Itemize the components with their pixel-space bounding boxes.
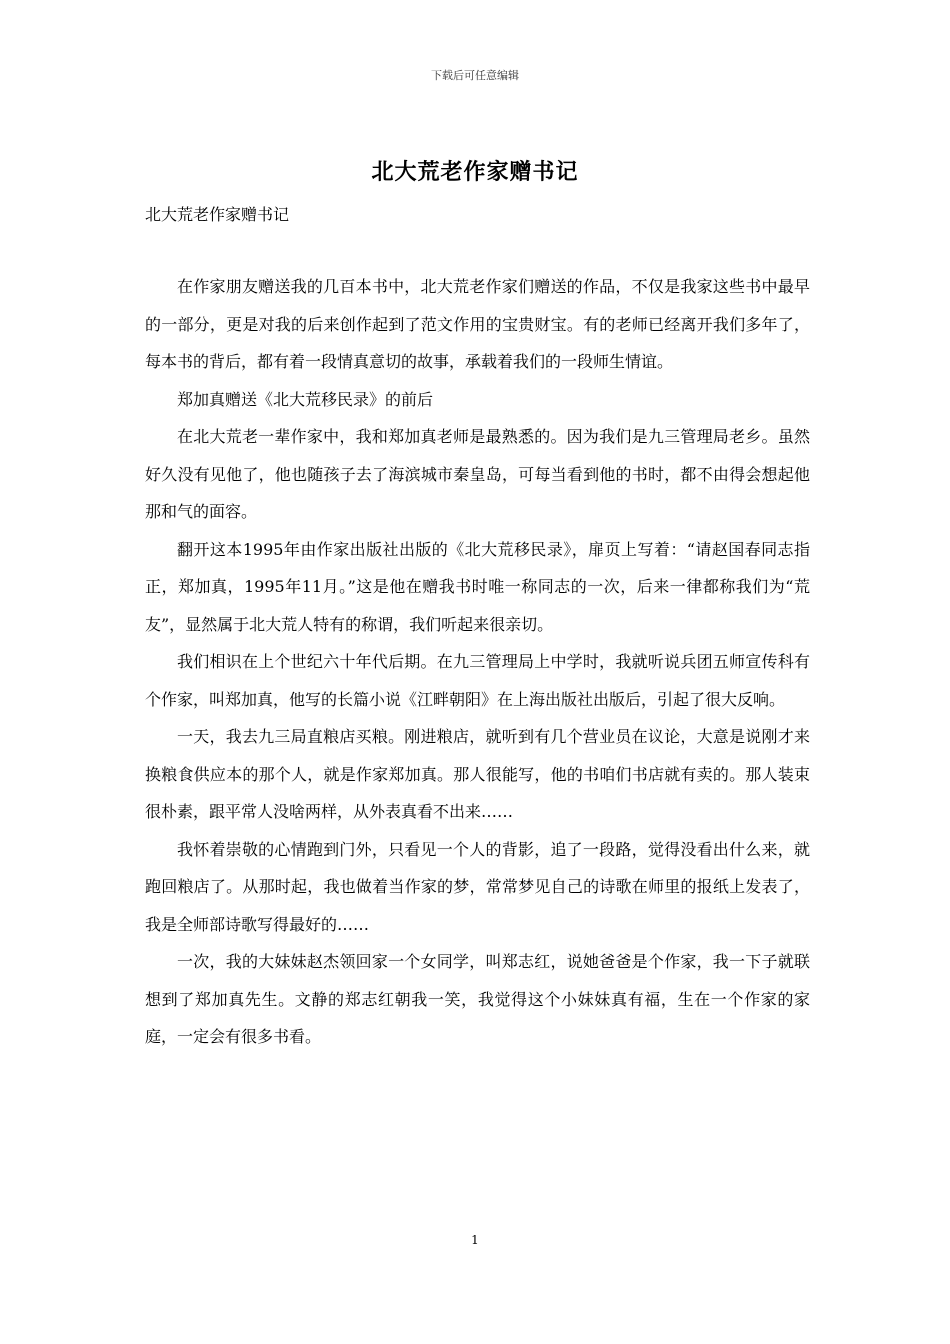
- header-note: 下载后可任意编辑: [431, 69, 519, 82]
- paragraph: 一次，我的大妹妹赵杰领回家一个女同学，叫郑志红，说她爸爸是个作家，我一下子就联想到了郑加真先生。文静的郑志红朝我一笑，我觉得这个小妹妹真有福，生在一个作家的家庭，一定会有很多书看。: [145, 952, 810, 1046]
- paragraph: 翻开这本1995年由作家出版社出版的《北大荒移民录》，扉页上写着：“请赵国春同志指正，郑加真，1995年11月。”这是他在赠我书时唯一称同志的一次，后来一律都称我们为“荒友”，显然属于北大荒人特有的称谓，我们听起来很亲切。: [145, 539, 810, 634]
- paragraph: 在作家朋友赠送我的几百本书中，北大荒老作家们赠送的作品，不仅是我家这些书中最早的一部分，更是对我的后来创作起到了范文作用的宝贵财宝。有的老师已经离开我们多年了，每本书的背后，都有着一段情真意切的故事，承载着我们的一段师生情谊。: [145, 277, 810, 371]
- document-subtitle: 北大荒老作家赠书记: [145, 205, 290, 224]
- page-number: 1: [471, 1233, 479, 1247]
- document-body: [145, 268, 810, 1056]
- paragraph: 在北大荒老一辈作家中，我和郑加真老师是最熟悉的。因为我们是九三管理局老乡。虽然好久没有见他了，他也随孩子去了海滨城市秦皇岛，可每当看到他的书时，都不由得会想起他那和气的面容。: [145, 427, 810, 521]
- section-heading: 郑加真赠送《北大荒移民录》的前后: [177, 389, 434, 409]
- paragraph: 一天，我去九三局直粮店买粮。刚进粮店，就听到有几个营业员在议论，大意是说刚才来换粮食供应本的那个人，就是作家郑加真。那人很能写，他的书咱们书店就有卖的。那人装束很朴素，跟平常人没啥两样，从外表真看不出来……: [145, 727, 810, 821]
- paragraph: 我怀着崇敬的心情跑到门外，只看见一个人的背影，追了一段路，觉得没看出什么来，就跑回粮店了。从那时起，我也做着当作家的梦，常常梦见自己的诗歌在师里的报纸上发表了，我是全师部诗歌写得最好的……: [145, 839, 810, 934]
- paragraph: 我们相识在上个世纪六十年代后期。在九三管理局上中学时，我就听说兵团五师宣传科有个作家，叫郑加真，他写的长篇小说《江畔朝阳》在上海出版社出版后，引起了很大反响。: [145, 652, 810, 709]
- document-title: 北大荒老作家赠书记: [371, 159, 579, 185]
